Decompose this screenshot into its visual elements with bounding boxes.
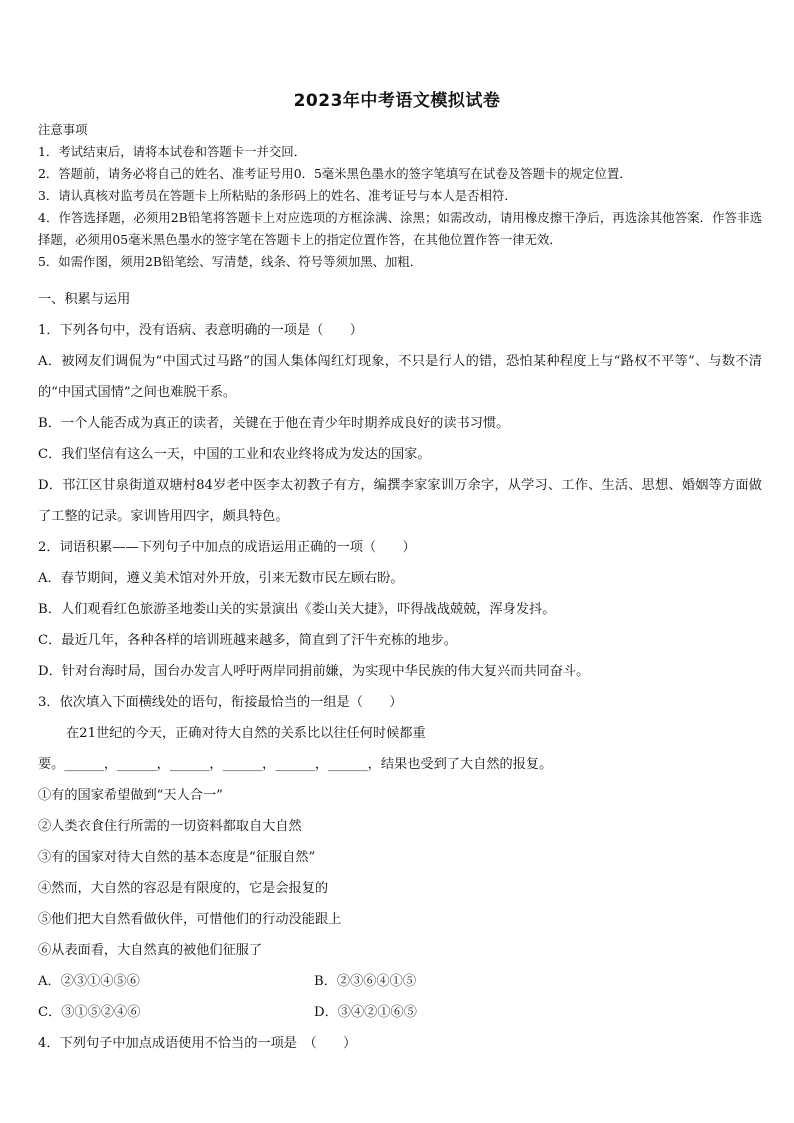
- question-3-sentence-4: ④然而，大自然的容忍是有限度的，它是会报复的: [38, 881, 329, 896]
- question-3-sentence-5: ⑤他们把大自然看做伙伴，可惜他们的行动没能跟上: [38, 912, 342, 927]
- question-2-option-a: A．春节期间，遵义美术馆对外开放，引来无数市民左顾右盼。: [38, 571, 404, 586]
- question-3-options-row-1: [38, 966, 762, 997]
- notice-item: 5．如需作图，须用2B铅笔绘、写清楚，线条、符号等须加黑、加粗．: [38, 254, 423, 269]
- question-2-option-d: D．针对台海时局，国台办发言人呼吁两岸同捐前嫌，为实现中华民族的伟大复兴而共同奋斗。: [38, 664, 590, 679]
- question-3-passage: 在21世纪的今天，正确对待大自然的关系比以往任何时候都重: [66, 726, 426, 741]
- questions-section: [38, 284, 762, 1059]
- question-3-option-d: D．③④②①⑥⑤: [314, 1005, 417, 1020]
- question-3-options-row-2: [38, 997, 762, 1028]
- section-heading: 一、积累与运用: [38, 292, 131, 307]
- question-3-passage-blanks: 要。______，______，______，______，______，______，结果也受到了大自然的报复。: [38, 757, 553, 772]
- notice-heading: 注意事项: [38, 122, 88, 137]
- question-3-sentence-2: ②人类衣食住行所需的一切资料都取自大自然: [38, 819, 302, 834]
- notice-item: 4．作答选择题，必须用2B铅笔将答题卡上对应选项的方框涂满、涂黑；如需改动，请用橡皮擦干净后，再选涂其他答案．作答非选择题，必须用05毫米黑色墨水的签字笔在答题卡上的指定位置作答，在其他位置作答一律无效．: [38, 210, 762, 247]
- question-1-option-d: D．邗江区甘泉街道双塘村84岁老中医李太初教子有方，编撰李家家训万余字，从学习、工作、生活、思想、婚姻等方面做了工整的记录。家训皆用四字，颇具特色。: [38, 478, 762, 524]
- notice-item: 1．考试结束后，请将本试卷和答题卡一并交回．: [38, 144, 307, 159]
- question-3-option-c: C．③①⑤②④⑥: [38, 1005, 141, 1020]
- question-2-option-c: C．最近几年，各种各样的培训班越来越多，简直到了汗牛充栋的地步。: [38, 633, 457, 648]
- question-1-option-a: A．被网友们调侃为“中国式过马路”的国人集体闯红灯现象，不只是行人的错，恐怕某种程度上与“路权不平等”、与数不清的“中国式国情”之间也难脱干系。: [38, 354, 762, 400]
- question-3-option-b: B．②③⑥④①⑤: [314, 974, 417, 989]
- question-1-stem: 1．下列各句中，没有语病、表意明确的一项是（ ）: [38, 323, 363, 338]
- question-4-stem: 4．下列句子中加点成语使用不恰当的一项是 （ ）: [38, 1036, 357, 1051]
- question-1-option-c: C．我们坚信有这么一天，中国的工业和农业终将成为发达的国家。: [38, 447, 431, 462]
- exam-title: 2023年中考语文模拟试卷: [293, 91, 501, 111]
- notice-item: 2．答题前，请务必将自己的姓名、准考证号用0．5毫米黑色墨水的签字笔填写在试卷及答题卡的规定位置．: [38, 166, 632, 181]
- notice-item: 3．请认真核对监考员在答题卡上所粘贴的条形码上的姓名、准考证号与本人是否相符．: [38, 188, 517, 203]
- question-3-option-a: A．②③①④⑤⑥: [38, 974, 140, 989]
- question-2-option-b: B．人们观看红色旅游圣地娄山关的实景演出《娄山关大捷》，吓得战战兢兢，浑身发抖。: [38, 602, 556, 617]
- question-1-option-b: B．一个人能否成为真正的读者，关键在于他在青少年时期养成良好的读书习惯。: [38, 416, 510, 431]
- question-3-sentence-3: ③有的国家对待大自然的基本态度是“征服自然”: [38, 850, 316, 865]
- question-3-sentence-6: ⑥从表面看，大自然真的被他们征服了: [38, 943, 263, 958]
- question-3-stem: 3．依次填入下面横线处的语句，衔接最恰当的一组是（ ）: [38, 695, 403, 710]
- question-3-sentence-1: ①有的国家希望做到“天人合一”: [38, 788, 223, 803]
- question-2-stem: 2．词语积累——下列句子中加点的成语运用正确的一项（ ）: [38, 540, 416, 555]
- notice-section: [38, 119, 762, 273]
